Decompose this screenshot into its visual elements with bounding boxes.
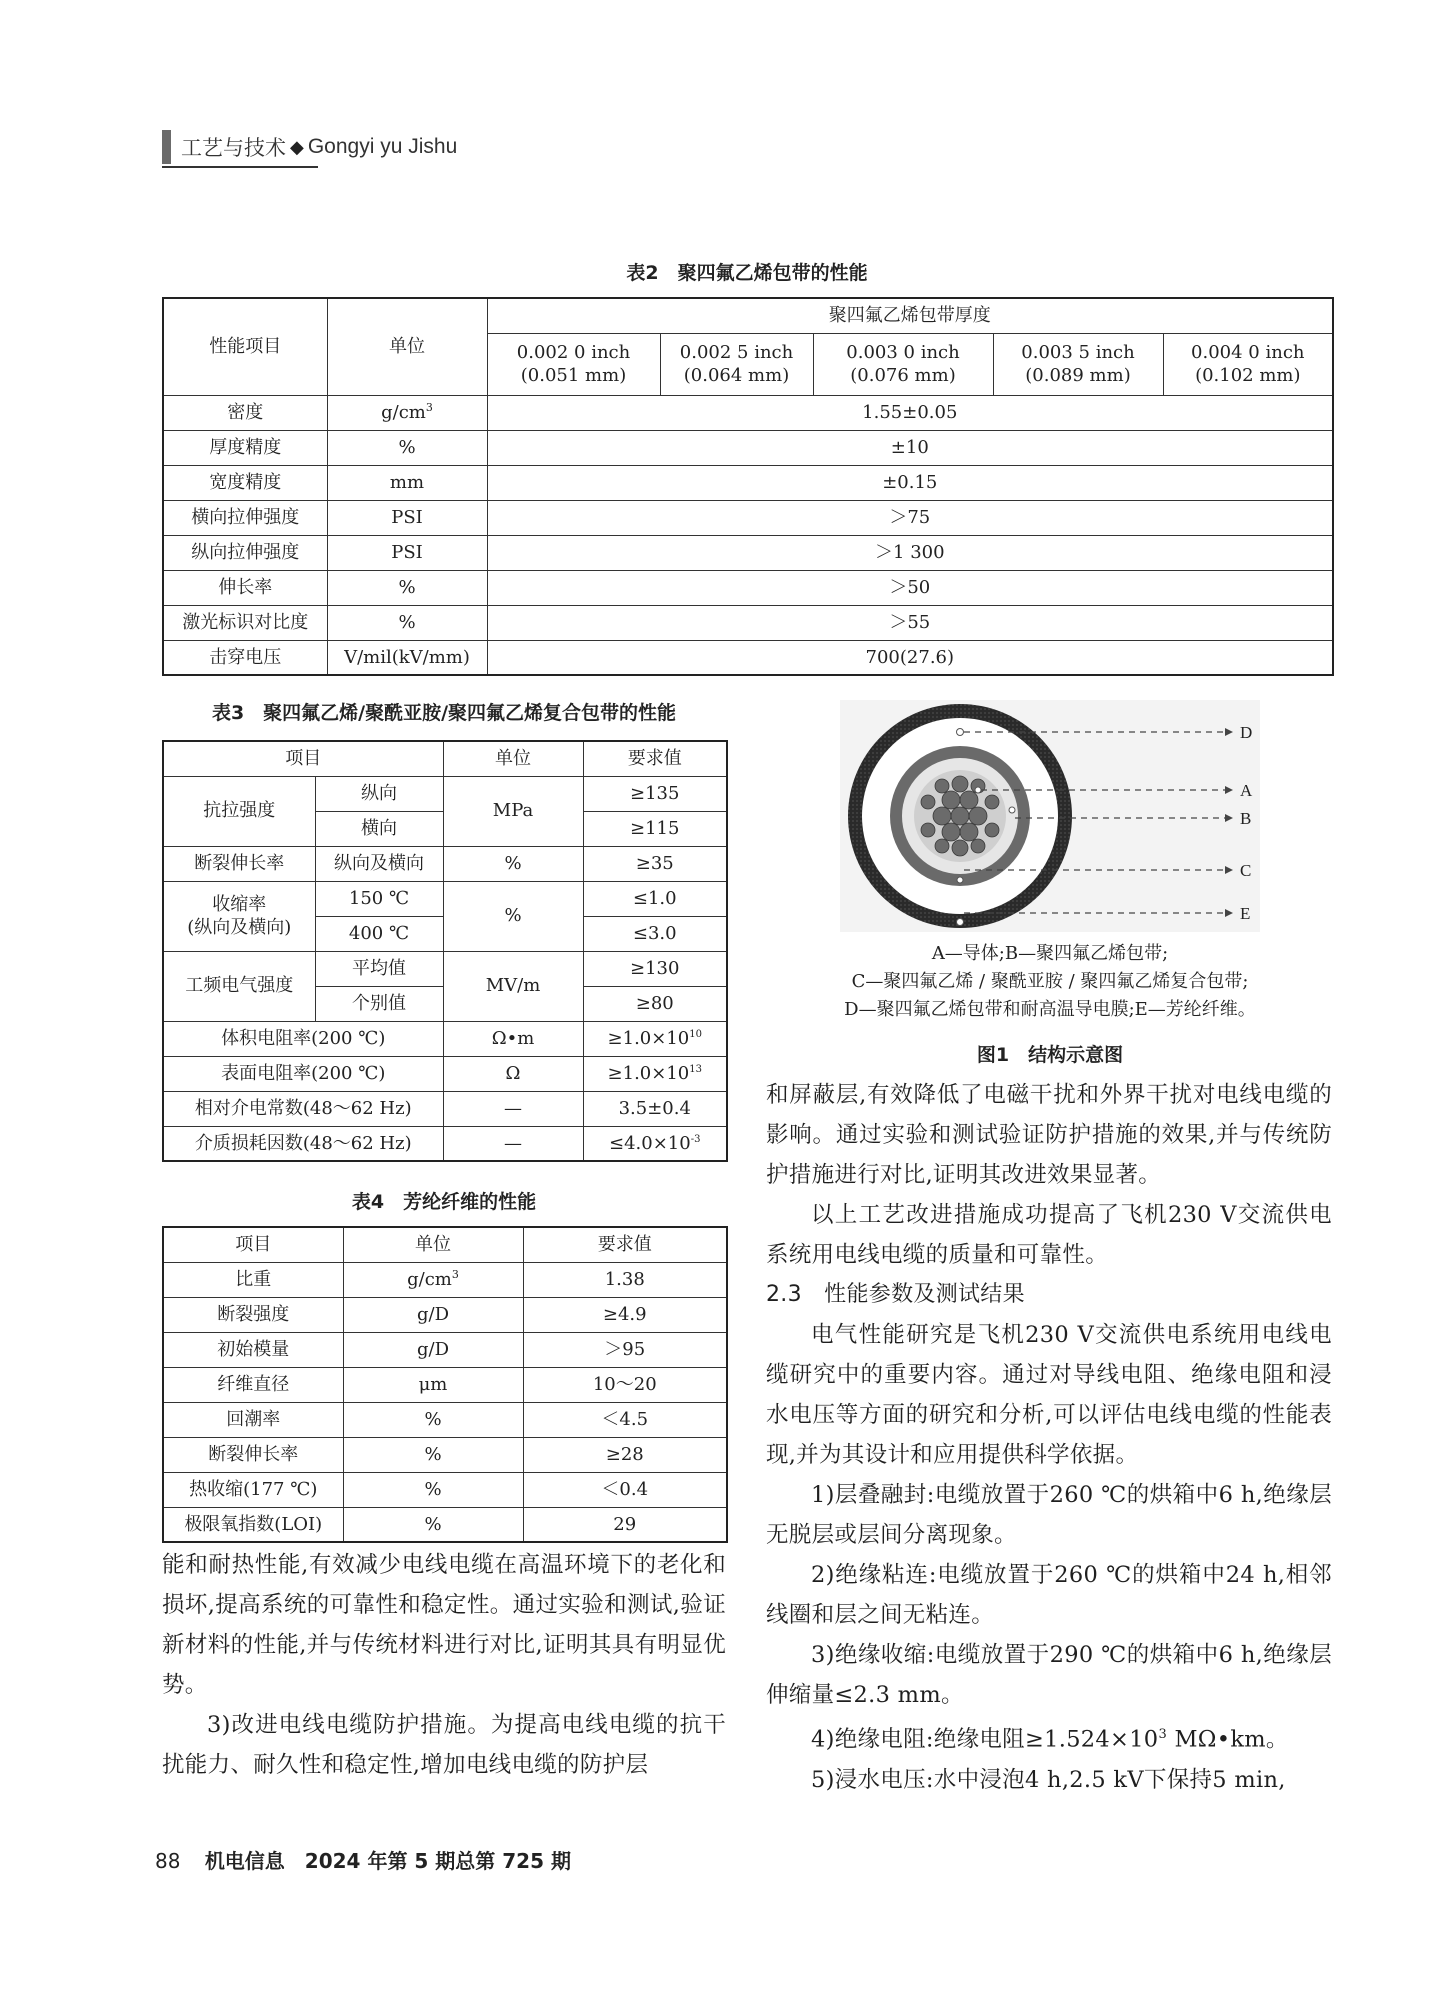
table2-cell-unit: % bbox=[327, 605, 487, 640]
table2-cell-unit: % bbox=[327, 430, 487, 465]
paragraph: 以上工艺改进措施成功提高了飞机230 V交流供电系统用电线电缆的质量和可靠性。 bbox=[766, 1202, 1332, 1268]
table4-cell-value: 29 bbox=[523, 1507, 727, 1542]
table2-cell-value: 700(27.6) bbox=[487, 640, 1333, 675]
arrow-b-icon bbox=[1225, 814, 1233, 822]
table3-cell: 平均值 bbox=[315, 951, 443, 986]
table3-cell: 介质损耗因数(48～62 Hz) bbox=[163, 1126, 443, 1161]
table3-cell: % bbox=[443, 881, 583, 951]
table-row bbox=[163, 1437, 727, 1472]
table3-tensile-label: 抗拉强度 bbox=[163, 776, 315, 846]
label-a: A bbox=[1240, 781, 1253, 800]
table4-cell-value: ＜0.4 bbox=[523, 1472, 727, 1507]
table4-cell-item: 极限氧指数(LOI) bbox=[163, 1507, 343, 1542]
table4-cell-unit: % bbox=[343, 1472, 523, 1507]
legend-line: D—聚四氟乙烯包带和耐高温导电膜;E—芳纶纤维。 bbox=[844, 999, 1256, 1020]
table3-cell: — bbox=[443, 1091, 583, 1126]
table3-cell: ≥130 bbox=[583, 951, 727, 986]
table-row bbox=[163, 1262, 727, 1297]
table4-header-item: 项目 bbox=[163, 1227, 343, 1262]
diamond-icon: ◆ bbox=[290, 136, 304, 158]
table-row bbox=[163, 500, 1333, 535]
left-column-text bbox=[162, 1545, 726, 1785]
paragraph: 电气性能研究是飞机230 V交流供电系统用电线电缆研究中的重要内容。通过对导线电阻、绝缘电阻和浸水电压等方面的研究和分析,可以评估电线电缆的性能表现,并为其设计和应用提供科学依据。 bbox=[766, 1322, 1332, 1468]
table2-header-item: 性能项目 bbox=[163, 298, 327, 395]
table2-cell-item: 宽度精度 bbox=[163, 465, 327, 500]
table-row bbox=[163, 1367, 727, 1402]
table3-header-unit: 单位 bbox=[443, 741, 583, 776]
table2-cell-unit: $g/cm^3$ bbox=[327, 395, 487, 430]
journal-info: 机电信息 2024 年第 5 期总第 725 期 bbox=[204, 1849, 571, 1873]
table2-cell-item: 击穿电压 bbox=[163, 640, 327, 675]
table2-cell-value: ±10 bbox=[487, 430, 1333, 465]
table-row bbox=[163, 430, 1333, 465]
marker-d bbox=[957, 729, 964, 736]
table4-caption: 表4 芳纶纤维的性能 bbox=[351, 1191, 537, 1213]
arrow-c-icon bbox=[1225, 866, 1233, 874]
table4-cell-unit: g/D bbox=[343, 1297, 523, 1332]
running-header bbox=[162, 128, 457, 166]
cable-cross-section-diagram bbox=[840, 700, 1260, 932]
table4-cell-item: 热收缩(177 ℃) bbox=[163, 1472, 343, 1507]
table-row bbox=[163, 1472, 727, 1507]
page-number: 88 bbox=[155, 1849, 181, 1873]
table3-cell: ≤3.0 bbox=[583, 916, 727, 951]
label-d: D bbox=[1240, 723, 1253, 742]
table2-caption: 表2 聚四氟乙烯包带的性能 bbox=[626, 262, 868, 284]
table3-cell: — bbox=[443, 1126, 583, 1161]
section-heading: 2.3 性能参数及测试结果 bbox=[766, 1282, 1025, 1307]
paragraph: 5)浸水电压:水中浸泡4 h,2.5 kV下保持5 min, bbox=[811, 1766, 1286, 1793]
arrow-e-icon bbox=[1225, 909, 1233, 917]
table3-cell: 150 ℃ bbox=[315, 881, 443, 916]
table2-cell-item: 伸长率 bbox=[163, 570, 327, 605]
table4-cell-value: ＜4.5 bbox=[523, 1402, 727, 1437]
table3-shrink-label: 收缩率 (纵向及横向) bbox=[163, 881, 315, 951]
table4-cell-unit: μm bbox=[343, 1367, 523, 1402]
table3-caption: 表3 聚四氟乙烯/聚酰亚胺/聚四氟乙烯复合包带的性能 bbox=[211, 702, 677, 724]
cable-structure-figure bbox=[840, 700, 1260, 932]
table3-cell: 个别值 bbox=[315, 986, 443, 1021]
table2-cell-value: 1.55±0.05 bbox=[487, 395, 1333, 430]
table3-cell: 纵向及横向 bbox=[315, 846, 443, 881]
table3-cell: 3.5±0.4 bbox=[583, 1091, 727, 1126]
table4-header-req: 要求值 bbox=[523, 1227, 727, 1262]
table2-thickness-3: 0.003 0 inch (0.076 mm) bbox=[813, 333, 993, 395]
header-section-cn: 工艺与技术 bbox=[181, 136, 286, 160]
table3-header-req: 要求值 bbox=[583, 741, 727, 776]
table-row bbox=[163, 1297, 727, 1332]
table2-cell-value: ＞55 bbox=[487, 605, 1333, 640]
table2-cell-unit: V/mil(kV/mm) bbox=[327, 640, 487, 675]
table3-cell: 体积电阻率(200 ℃) bbox=[163, 1021, 443, 1056]
table3-cell: 工频电气强度 bbox=[163, 951, 315, 1021]
table2-cell-item: 纵向拉伸强度 bbox=[163, 535, 327, 570]
table2-cell-unit: PSI bbox=[327, 535, 487, 570]
table4-cell-item: 断裂伸长率 bbox=[163, 1437, 343, 1472]
table3-cell: 断裂伸长率 bbox=[163, 846, 315, 881]
table3-cell: Ω•m bbox=[443, 1021, 583, 1056]
table2-cell-item: 横向拉伸强度 bbox=[163, 500, 327, 535]
table4 bbox=[162, 1226, 728, 1543]
paragraph: 2)绝缘粘连:电缆放置于260 ℃的烘箱中24 h,相邻线圈和层之间无粘连。 bbox=[766, 1562, 1332, 1628]
table4-cell-value: ＞95 bbox=[523, 1332, 727, 1367]
table3-cell: $\le 4.0\times 10^{-3}$ bbox=[583, 1126, 727, 1161]
table3-cell: ≥35 bbox=[583, 846, 727, 881]
table3-cell: ≥80 bbox=[583, 986, 727, 1021]
table2 bbox=[162, 297, 1334, 676]
table4-cell-item: 断裂强度 bbox=[163, 1297, 343, 1332]
table4-cell-unit: % bbox=[343, 1507, 523, 1542]
table3 bbox=[162, 740, 728, 1162]
table2-cell-item: 厚度精度 bbox=[163, 430, 327, 465]
table4-cell-item: 回潮率 bbox=[163, 1402, 343, 1437]
table4-cell-unit: % bbox=[343, 1437, 523, 1472]
table2-cell-item: 激光标识对比度 bbox=[163, 605, 327, 640]
table3-cell: 表面电阻率(200 ℃) bbox=[163, 1056, 443, 1091]
table3-cell: 相对介电常数(48～62 Hz) bbox=[163, 1091, 443, 1126]
paragraph: 3)改进电线电缆防护措施。为提高电线电缆的抗干扰能力、耐久性和稳定性,增加电线电缆的防护层 bbox=[162, 1712, 726, 1778]
table3-cell: $\ge 1.0\times 10^{10}$ bbox=[583, 1021, 727, 1056]
table4-cell-value: 1.38 bbox=[523, 1262, 727, 1297]
table2-cell-value: ＞75 bbox=[487, 500, 1333, 535]
paragraph: 能和耐热性能,有效减少电线电缆在高温环境下的老化和损坏,提高系统的可靠性和稳定性。通过实验和测试,验证新材料的性能,并与传统材料进行对比,证明其具有明显优势。 bbox=[162, 1552, 726, 1698]
table4-cell-value: ≥4.9 bbox=[523, 1297, 727, 1332]
figure1-legend bbox=[760, 940, 1340, 1024]
table3-cell: 纵向 bbox=[315, 776, 443, 811]
table3-cell: Ω bbox=[443, 1056, 583, 1091]
table-row bbox=[163, 1507, 727, 1542]
table4-cell-unit: $g/cm^3$ bbox=[343, 1262, 523, 1297]
label-e: E bbox=[1240, 904, 1251, 923]
paragraph: 1)层叠融封:电缆放置于260 ℃的烘箱中6 h,绝缘层无脱层或层间分离现象。 bbox=[766, 1482, 1332, 1548]
table-row bbox=[163, 465, 1333, 500]
arrow-a-icon bbox=[1225, 786, 1233, 794]
page-footer bbox=[155, 1845, 571, 1874]
table3-cell: MV/m bbox=[443, 951, 583, 1021]
table2-cell-unit: % bbox=[327, 570, 487, 605]
table-row bbox=[163, 535, 1333, 570]
table2-cell-value: ＞50 bbox=[487, 570, 1333, 605]
table3-cell: % bbox=[443, 846, 583, 881]
table2-cell-unit: PSI bbox=[327, 500, 487, 535]
table3-cell: ≥115 bbox=[583, 811, 727, 846]
table-row bbox=[163, 1402, 727, 1437]
table2-header-unit: 单位 bbox=[327, 298, 487, 395]
table2-cell-value: ＞1 300 bbox=[487, 535, 1333, 570]
table-row bbox=[163, 640, 1333, 675]
table2-header-thickness: 聚四氟乙烯包带厚度 bbox=[487, 298, 1333, 333]
table-row bbox=[163, 395, 1333, 430]
table4-cell-value: 10～20 bbox=[523, 1367, 727, 1402]
paragraph: 4)绝缘电阻:绝缘电阻$\ge 1.524\times 10^3$ MΩ•km。 bbox=[811, 1726, 1289, 1753]
table4-cell-unit: g/D bbox=[343, 1332, 523, 1367]
table4-cell-item: 初始模量 bbox=[163, 1332, 343, 1367]
table3-cell: 横向 bbox=[315, 811, 443, 846]
table2-thickness-2: 0.002 5 inch (0.064 mm) bbox=[660, 333, 813, 395]
marker-a bbox=[975, 787, 981, 793]
header-section-en: Gongyi yu Jishu bbox=[307, 135, 458, 158]
table3-cell: ≥135 bbox=[583, 776, 727, 811]
marker-b bbox=[1009, 807, 1015, 813]
figure1-caption: 图1 结构示意图 bbox=[976, 1044, 1124, 1066]
table-row bbox=[163, 605, 1333, 640]
label-b: B bbox=[1240, 809, 1252, 828]
table3-cell: ≤1.0 bbox=[583, 881, 727, 916]
right-column-text bbox=[766, 1075, 1332, 1800]
paragraph: 和屏蔽层,有效降低了电磁干扰和外界干扰对电线电缆的影响。通过实验和测试验证防护措施的效果,并与传统防护措施进行对比,证明其改进效果显著。 bbox=[766, 1082, 1332, 1188]
paragraph: 3)绝缘收缩:电缆放置于290 ℃的烘箱中6 h,绝缘层伸缩量≤2.3 mm。 bbox=[766, 1642, 1332, 1708]
header-underline bbox=[162, 166, 318, 168]
table2-thickness-1: 0.002 0 inch (0.051 mm) bbox=[487, 333, 660, 395]
label-c: C bbox=[1240, 861, 1252, 880]
legend-line: A—导体;B—聚四氟乙烯包带; bbox=[931, 943, 1169, 964]
table3-cell: 400 ℃ bbox=[315, 916, 443, 951]
legend-line: C—聚四氟乙烯 / 聚酰亚胺 / 聚四氟乙烯复合包带; bbox=[851, 971, 1249, 992]
table4-header-unit: 单位 bbox=[343, 1227, 523, 1262]
table-row bbox=[163, 570, 1333, 605]
table4-cell-value: ≥28 bbox=[523, 1437, 727, 1472]
table3-header-item: 项目 bbox=[163, 741, 443, 776]
table2-cell-unit: mm bbox=[327, 465, 487, 500]
table2-cell-item: 密度 bbox=[163, 395, 327, 430]
table3-cell: MPa bbox=[443, 776, 583, 846]
table4-cell-unit: % bbox=[343, 1402, 523, 1437]
table4-cell-item: 纤维直径 bbox=[163, 1367, 343, 1402]
table3-cell: $\ge 1.0\times 10^{13}$ bbox=[583, 1056, 727, 1091]
header-bar bbox=[162, 130, 171, 164]
table-row bbox=[163, 1332, 727, 1367]
table2-thickness-5: 0.004 0 inch (0.102 mm) bbox=[1163, 333, 1333, 395]
marker-e bbox=[957, 919, 964, 926]
arrow-d-icon bbox=[1225, 728, 1233, 736]
table4-cell-item: 比重 bbox=[163, 1262, 343, 1297]
table2-cell-value: ±0.15 bbox=[487, 465, 1333, 500]
table2-thickness-4: 0.003 5 inch (0.089 mm) bbox=[993, 333, 1163, 395]
marker-c bbox=[957, 877, 963, 883]
